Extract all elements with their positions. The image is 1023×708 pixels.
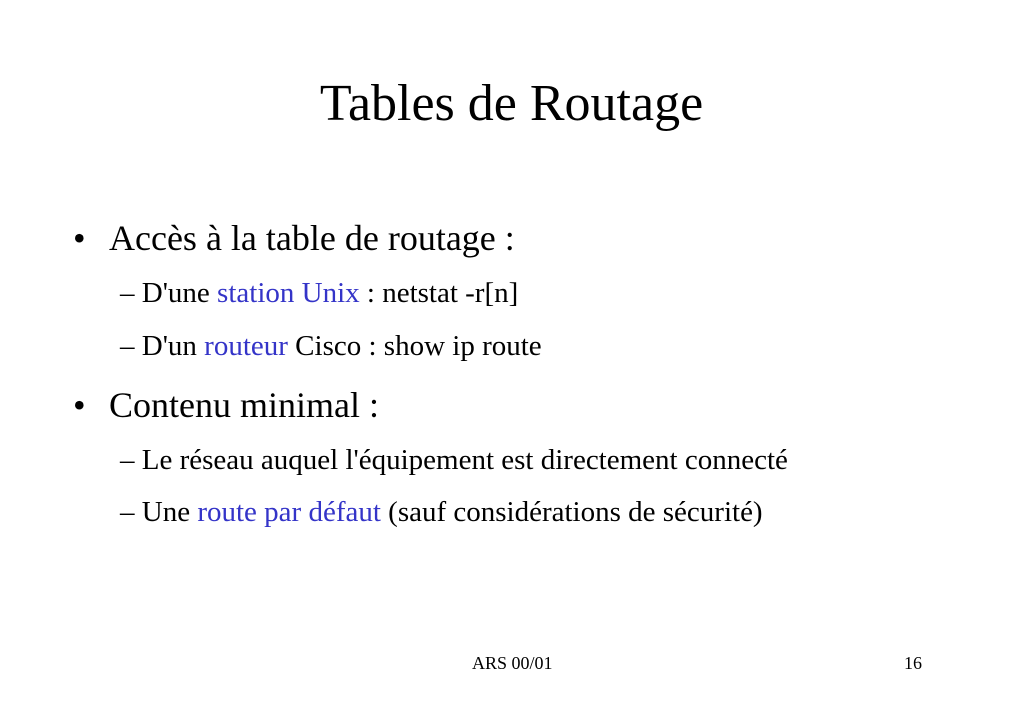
- sub-bullet-marker: –: [120, 330, 135, 362]
- sub-bullet-marker: –: [120, 277, 135, 309]
- sub-bullet-text: D'une: [141, 277, 218, 309]
- bullet-marker: •: [73, 385, 86, 425]
- sub-bullet-text: D'un: [141, 330, 205, 362]
- highlighted-term: route par défaut: [197, 496, 381, 528]
- sub-bullet-item: [120, 443, 788, 477]
- sub-bullet-text: Une: [141, 496, 198, 528]
- sub-bullet-item: [120, 276, 518, 310]
- bullet-text: Accès à la table de routage :: [109, 218, 515, 258]
- sub-bullet-marker: –: [120, 444, 135, 476]
- sub-bullet-text-rest: Cisco : show ip route: [287, 330, 542, 362]
- bullet-text: Contenu minimal :: [109, 385, 379, 425]
- highlighted-term: station Unix: [217, 277, 360, 309]
- highlighted-term: routeur: [204, 330, 288, 362]
- footer-course-code: ARS 00/01: [472, 653, 553, 673]
- footer-page-number: 16: [904, 653, 922, 673]
- sub-bullet-text-rest: (sauf considérations de sécurité): [380, 496, 763, 528]
- sub-bullet-item: [120, 329, 542, 363]
- bullet-item: [73, 384, 379, 426]
- sub-bullet-text-rest: : netstat -r[n]: [359, 277, 519, 309]
- bullet-marker: •: [73, 218, 86, 258]
- slide-title: Tables de Routage: [319, 75, 704, 132]
- sub-bullet-item: [120, 495, 763, 529]
- sub-bullet-text: Le réseau auquel l'équipement est directement connecté: [141, 444, 788, 476]
- bullet-item: [73, 217, 515, 259]
- sub-bullet-marker: –: [120, 496, 135, 528]
